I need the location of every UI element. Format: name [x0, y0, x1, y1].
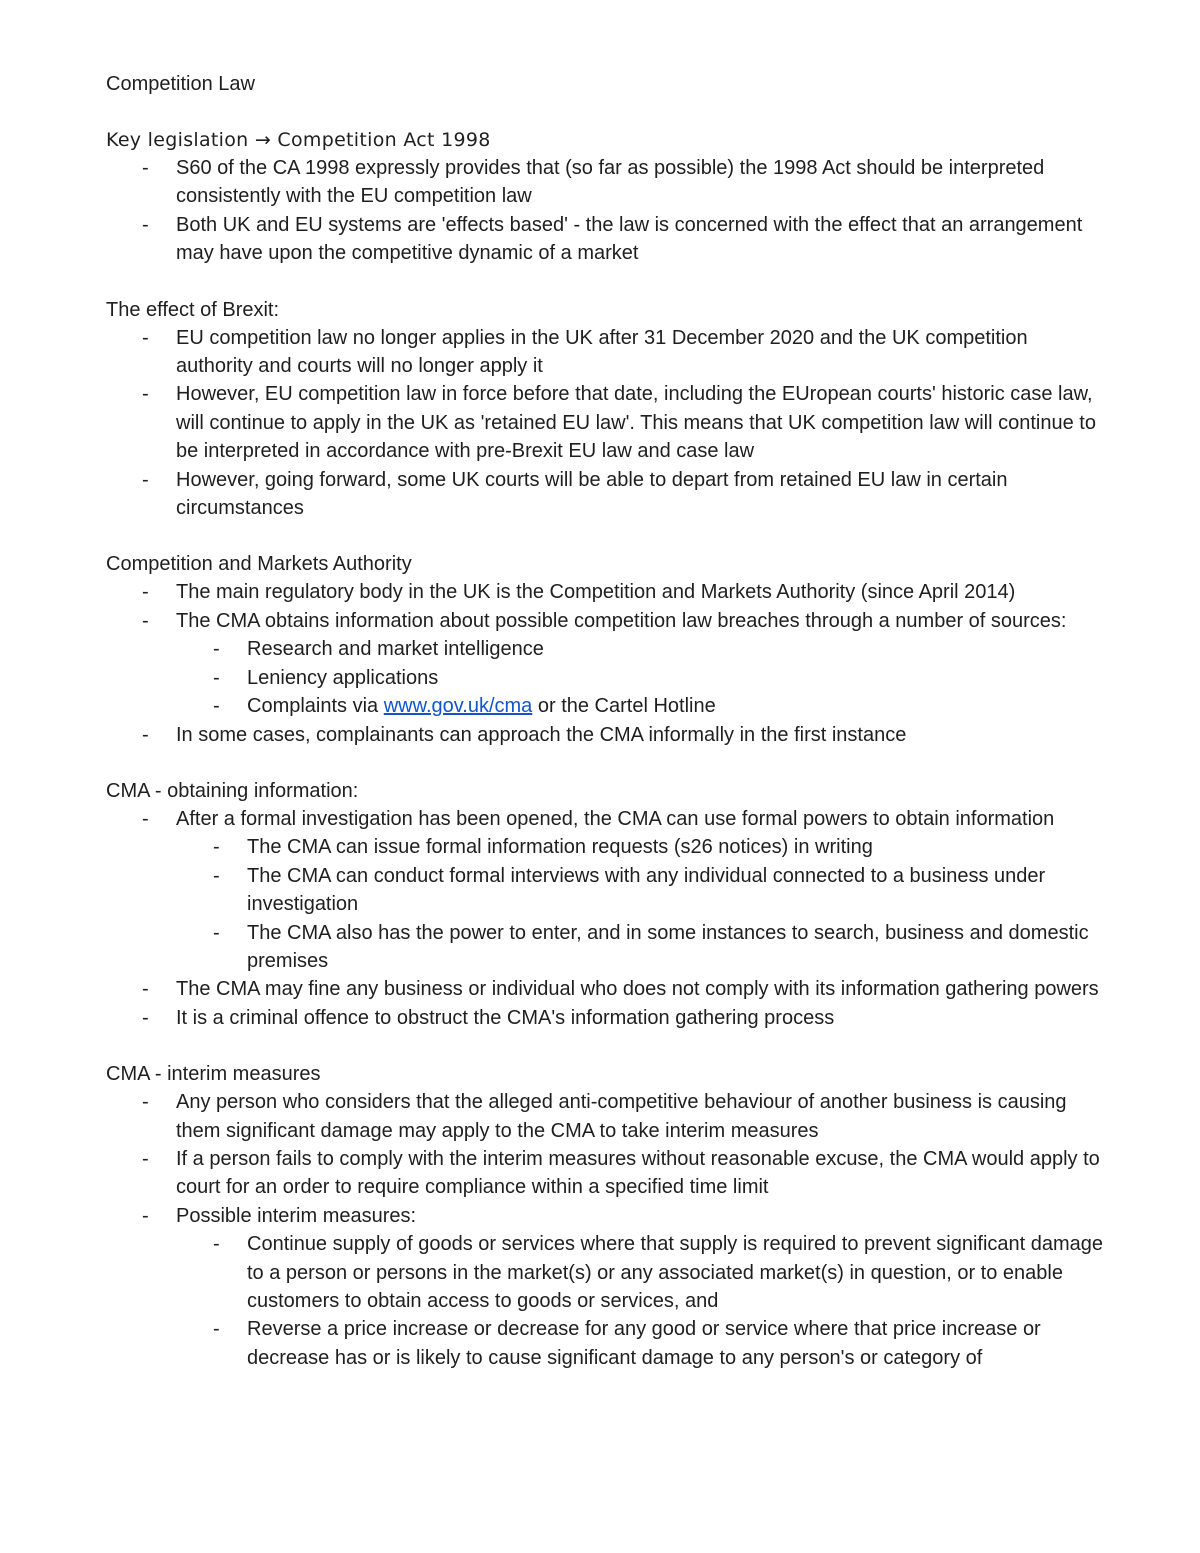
bullet-dash: -: [213, 1318, 220, 1341]
bullet-item: [106, 466, 1106, 523]
bullet-dash: -: [142, 1204, 149, 1227]
bullet-text: Continue supply of goods or services where that supply is required to prevent significant damage to a person or persons in the market(s) or any associated market(s) in question, or to enable customers to obtain access to goods or services, and: [247, 1233, 1104, 1312]
bullet-dash: -: [142, 609, 149, 632]
bullet-dash: -: [213, 666, 220, 689]
bullet-text: The CMA may fine any business or individual who does not comply with its information gathering powers: [176, 978, 1099, 1001]
bullet-text: In some cases, complainants can approach the CMA informally in the first instance: [176, 723, 907, 746]
bullet-item: [106, 805, 1106, 833]
bullet-text: The CMA obtains information about possible competition law breaches through a number of sources:: [176, 609, 1067, 632]
bullet-text: The main regulatory body in the UK is the Competition and Markets Authority (since April 2014): [176, 581, 1016, 604]
bullet-text: Leniency applications: [247, 666, 439, 689]
bullet-text: However, EU competition law in force before that date, including the EUropean courts' historic case law, will continue to apply in the UK as 'retained EU law'. This means that UK competition law will continue to be interpreted in accordance with pre-Brexit EU law and case law: [176, 383, 1096, 463]
bullet-dash: -: [142, 1147, 149, 1170]
section-heading: CMA - obtaining information:: [106, 779, 359, 802]
document-page: [106, 70, 1106, 1372]
bullet-text: The CMA can conduct formal interviews with any individual connected to a business under investigation: [247, 864, 1046, 916]
bullet-dash: -: [142, 213, 149, 236]
bullet-dash: -: [213, 836, 220, 859]
sub-bullet-item: [106, 1315, 1106, 1372]
bullet-dash: -: [142, 157, 149, 179]
bullet-dash: -: [142, 383, 149, 406]
bullet-item: [106, 1202, 1106, 1230]
bullet-dash: -: [142, 1091, 149, 1114]
section-heading: The effect of Brexit:: [106, 298, 280, 321]
bullet-dash: -: [213, 638, 220, 661]
bullet-dash: -: [142, 581, 149, 604]
bullet-item: [106, 578, 1106, 606]
bullet-text: Research and market intelligence: [247, 638, 544, 661]
bullet-item: [106, 324, 1106, 381]
bullet-item: [106, 1145, 1106, 1202]
document-title: Competition Law: [106, 73, 255, 95]
bullet-text: However, going forward, some UK courts will be able to depart from retained EU law in certain circumstances: [176, 468, 1008, 520]
bullet-dash: -: [142, 807, 149, 830]
bullet-dash: -: [213, 695, 220, 718]
bullet-dash: -: [142, 1006, 149, 1029]
sub-bullet-item: [106, 862, 1106, 919]
sub-bullet-item: [106, 692, 1106, 720]
bullet-item: [106, 380, 1106, 465]
bullet-text: If a person fails to comply with the interim measures without reasonable excuse, the CMA would apply to court for an order to require compliance within a specified time limit: [176, 1147, 1100, 1199]
sub-bullet-item: [106, 635, 1106, 663]
bullet-text: Reverse a price increase or decrease for any good or service where that price increase or decrease has or is likely to cause significant damage to any person's or category of: [247, 1318, 1041, 1369]
bullet-item: [106, 1004, 1106, 1032]
bullet-text: EU competition law no longer applies in the UK after 31 December 2020 and the UK competition authority and courts will no longer apply it: [176, 326, 1028, 378]
bullet-dash: -: [213, 921, 220, 944]
bullet-text-before-link: Complaints via: [247, 695, 384, 718]
bullet-text: The CMA also has the power to enter, and in some instances to search, business and domestic premises: [247, 921, 1089, 972]
cma-website-link[interactable]: www.gov.uk/cma: [383, 695, 533, 718]
bullet-dash: -: [142, 978, 149, 1001]
bullet-item: [106, 154, 1106, 211]
bullet-item: [106, 721, 1106, 749]
bullet-dash: -: [213, 1233, 220, 1256]
bullet-text: Possible interim measures:: [176, 1204, 417, 1227]
bullet-text: Any person who considers that the alleged anti-competitive behaviour of another business is causing them significant damage may apply to the CMA to take interim measures: [176, 1091, 1067, 1142]
sub-bullet-item: [106, 1230, 1106, 1315]
bullet-text-after-link: or the Cartel Hotline: [532, 695, 716, 718]
sub-bullet-item: [106, 664, 1106, 692]
sub-bullet-item: [106, 919, 1106, 976]
bullet-text: S60 of the CA 1998 expressly provides that (so far as possible) the 1998 Act should be interpreted consistently with the EU competition law: [176, 157, 1045, 208]
bullet-item: [106, 607, 1106, 635]
bullet-dash: -: [142, 468, 149, 491]
section-heading: Competition and Markets Authority: [106, 553, 412, 576]
bullet-item: [106, 975, 1106, 1003]
section-heading: CMA - interim measures: [106, 1063, 321, 1086]
bullet-dash: -: [213, 864, 220, 887]
sub-bullet-item: [106, 833, 1106, 861]
bullet-item: [106, 211, 1106, 268]
bullet-text: After a formal investigation has been opened, the CMA can use formal powers to obtain information: [176, 807, 1055, 830]
bullet-text: Both UK and EU systems are 'effects based' - the law is concerned with the effect that an arrangement may have upon the competitive dynamic of a market: [176, 213, 1083, 265]
bullet-text: The CMA can issue formal information requests (s26 notices) in writing: [247, 836, 873, 859]
bullet-dash: -: [142, 723, 149, 746]
bullet-item: [106, 1088, 1106, 1145]
bullet-text: It is a criminal offence to obstruct the CMA's information gathering process: [176, 1006, 835, 1029]
bullet-dash: -: [142, 326, 149, 349]
section-heading: Key legislation → Competition Act 1998: [106, 129, 491, 151]
